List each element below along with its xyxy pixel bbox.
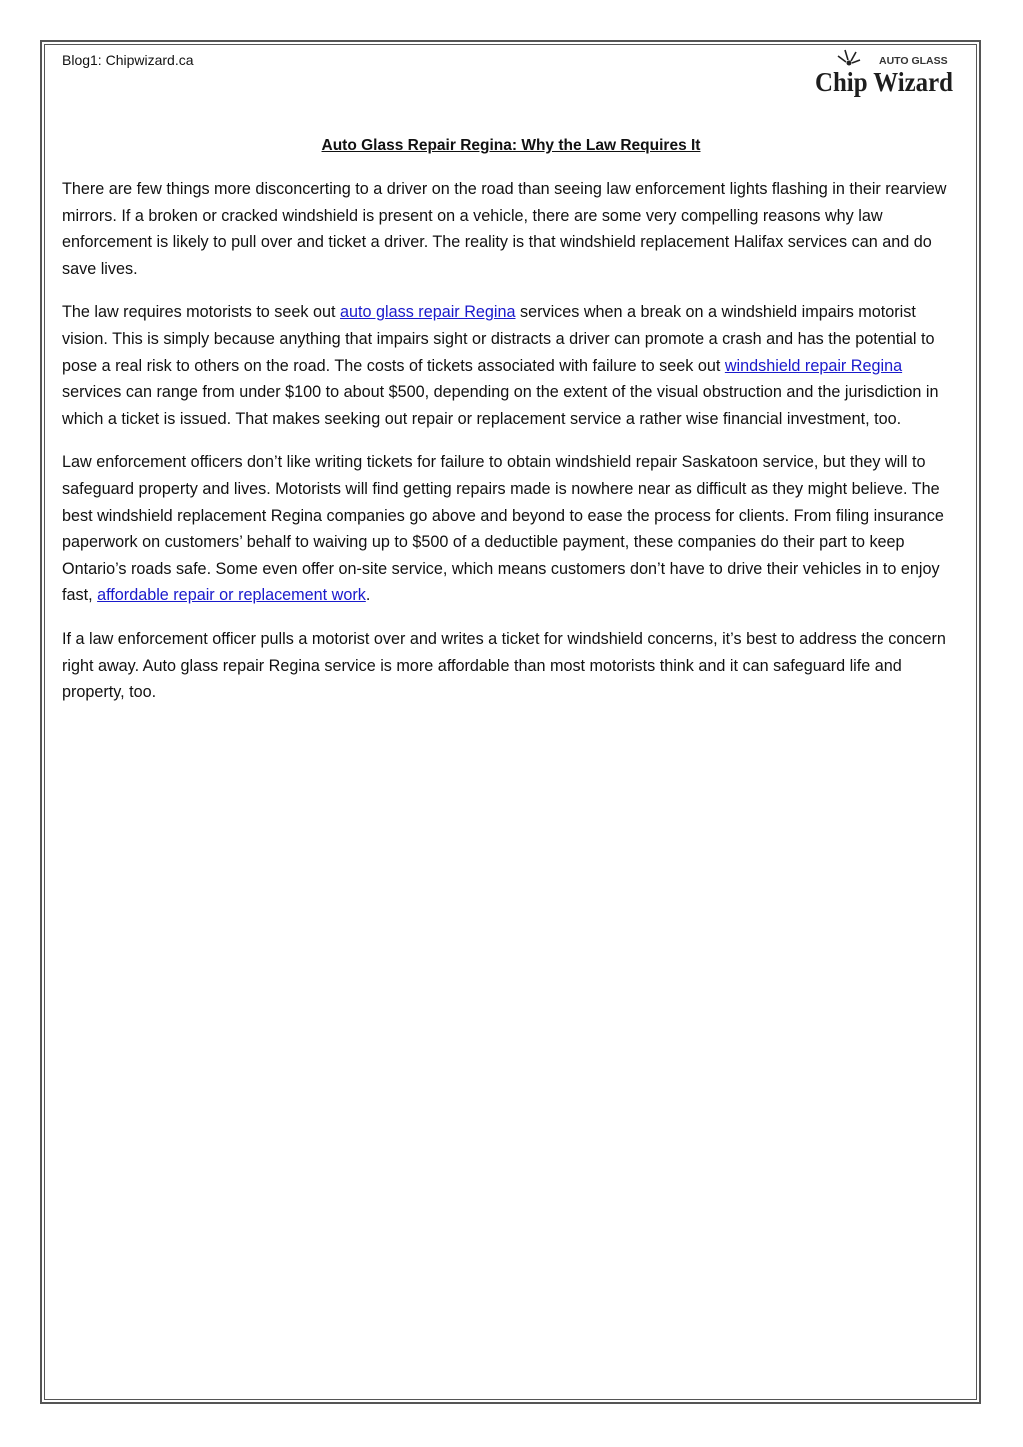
chip-wizard-logo [812, 46, 957, 100]
paragraph-4 [62, 626, 960, 706]
svg-text:AUTO GLASS: AUTO GLASS [879, 55, 948, 67]
paragraph-2 [62, 299, 960, 432]
document-title: Auto Glass Repair Regina: Why the Law Requires It [321, 137, 701, 154]
paragraph-2-text-end: services can range from under $100 to about $500, depending on the extent of the visual obstruction and the jurisdiction in which a ticket is issued. That makes seeking out repair or replacement service a rather wise financial investment, too. [62, 383, 939, 428]
link-affordable-repair[interactable]: affordable repair or replacement work [97, 586, 366, 605]
link-windshield-repair-regina[interactable]: windshield repair Regina [724, 356, 903, 375]
link-auto-glass-repair-regina[interactable]: auto glass repair Regina [340, 303, 516, 322]
svg-text:Chip Wizard: Chip Wizard [815, 67, 953, 97]
paragraph-3-text-start: Law enforcement officers don’t like writing tickets for failure to obtain windshield repair Saskatoon service, but they will to safeguard property and lives. Motorists will find getting repairs made is nowhere near as difficult as they might believe. The best windshield replacement Regina companies go above and beyond to ease the process for clients. From filing insurance paperwork on customers’ behalf to waiving up to $500 of a deductible payment, these companies do their part to keep Ontario’s roads safe. Some even offer on-site service, which means customers don’t have to drive their vehicles in to enjoy fast, [62, 453, 944, 605]
paragraph-1 [62, 176, 960, 282]
header-label: Blog1: Chipwizard.ca [62, 52, 194, 68]
article-body [62, 176, 960, 723]
paragraph-1-text: There are few things more disconcerting to a driver on the road than seeing law enforcement lights flashing in their rearview mirrors. If a broken or cracked windshield is present on a vehicle, there are some very compelling reasons why law enforcement is likely to pull over and ticket a driver. The reality is that windshield replacement Halifax services can and do save lives. [62, 180, 947, 278]
paragraph-3 [62, 449, 960, 609]
wizard-star-icon [812, 46, 957, 100]
paragraph-2-text-middle: services when a break on a windshield impairs motorist vision. This is simply because anything that impairs sight or distracts a driver can promote a crash and has the potential to pose a real risk to others on the road. The costs of tickets associated with failure to seek out [62, 303, 935, 375]
paragraph-2-text-start: The law requires motorists to seek out [62, 303, 341, 322]
paragraph-4-text: If a law enforcement officer pulls a motorist over and writes a ticket for windshield concerns, it’s best to address the concern right away. Auto glass repair Regina service is more affordable than most motorists think and it can safeguard life and property, too. [62, 629, 946, 702]
paragraph-3-text-end: . [365, 586, 371, 605]
